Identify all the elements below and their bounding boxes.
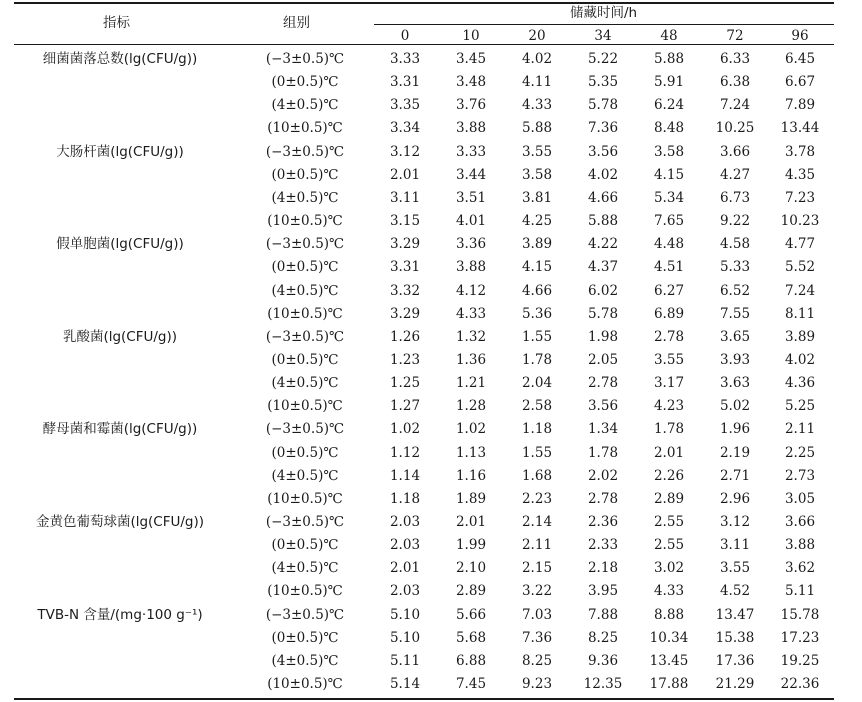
value-cell: 3.88 [455, 120, 487, 137]
value-cell: 10.23 [780, 213, 820, 230]
value-cell: 13.45 [649, 652, 689, 669]
value-cell: 3.45 [455, 51, 487, 67]
value-cell: 2.19 [719, 444, 751, 461]
value-cell: 3.11 [719, 537, 751, 554]
value-cell: 6.24 [653, 97, 685, 114]
value-cell: 3.36 [455, 236, 487, 253]
group-cell: (−3±0.5)℃ [265, 51, 345, 67]
value-cell: 12.35 [583, 676, 623, 693]
time-point-header: 20 [528, 28, 546, 44]
value-cell: 3.81 [521, 189, 553, 206]
value-cell: 3.12 [389, 143, 421, 160]
value-cell: 3.89 [521, 236, 553, 253]
value-cell: 5.36 [521, 305, 553, 322]
group-cell: (0±0.5)℃ [271, 259, 339, 276]
value-cell: 1.02 [455, 421, 487, 438]
table-top-rule [14, 2, 834, 4]
value-cell: 1.78 [521, 351, 553, 368]
value-cell: 2.01 [389, 560, 421, 577]
value-cell: 3.02 [653, 560, 685, 577]
value-cell: 4.27 [719, 166, 751, 183]
time-point-header: 0 [400, 28, 410, 44]
group-cell: (4±0.5)℃ [271, 467, 339, 484]
value-cell: 2.89 [653, 490, 685, 507]
indicator-label: 大肠杆菌(lg(CFU/g)) [56, 143, 184, 160]
value-cell: 2.01 [455, 514, 487, 530]
value-cell: 3.29 [389, 305, 421, 322]
value-cell: 4.35 [784, 166, 816, 183]
value-cell: 1.13 [455, 444, 487, 461]
value-cell: 3.48 [455, 74, 487, 91]
value-cell: 2.25 [784, 444, 816, 461]
value-cell: 4.33 [455, 305, 487, 322]
value-cell: 3.35 [389, 97, 421, 114]
value-cell: 1.68 [521, 467, 553, 484]
value-cell: 3.65 [719, 328, 751, 345]
value-cell: 5.10 [389, 629, 421, 646]
value-cell: 1.99 [455, 537, 487, 554]
value-cell: 2.58 [521, 398, 553, 415]
value-cell: 3.76 [455, 97, 487, 114]
value-cell: 1.14 [389, 467, 421, 484]
value-cell: 1.02 [389, 421, 421, 438]
value-cell: 1.12 [389, 444, 421, 461]
value-cell: 1.16 [455, 467, 487, 484]
value-cell: 5.52 [784, 259, 816, 276]
group-cell: (0±0.5)℃ [271, 74, 339, 91]
value-cell: 8.88 [653, 606, 685, 623]
value-cell: 2.04 [521, 375, 553, 392]
value-cell: 1.28 [455, 398, 487, 415]
value-cell: 5.88 [587, 213, 619, 230]
value-cell: 2.03 [389, 583, 421, 600]
group-cell: (4±0.5)℃ [271, 189, 339, 206]
time-header-underline [374, 24, 834, 25]
value-cell: 21.29 [715, 676, 755, 693]
group-cell: (0±0.5)℃ [271, 166, 339, 183]
value-cell: 6.33 [719, 51, 751, 67]
value-cell: 3.58 [653, 143, 685, 160]
value-cell: 1.27 [389, 398, 421, 415]
value-cell: 4.37 [587, 259, 619, 276]
value-cell: 2.14 [521, 514, 553, 530]
value-cell: 4.12 [455, 282, 487, 299]
value-cell: 6.27 [653, 282, 685, 299]
value-cell: 5.34 [653, 189, 685, 206]
value-cell: 7.55 [719, 305, 751, 322]
group-cell: (4±0.5)℃ [271, 375, 339, 392]
value-cell: 5.10 [389, 606, 421, 623]
value-cell: 4.02 [521, 51, 553, 67]
value-cell: 3.55 [653, 351, 685, 368]
value-cell: 5.91 [653, 74, 685, 91]
value-cell: 2.03 [389, 537, 421, 554]
time-point-header: 96 [791, 28, 809, 44]
value-cell: 3.56 [587, 398, 619, 415]
value-cell: 1.21 [455, 375, 487, 392]
value-cell: 3.33 [455, 143, 487, 160]
value-cell: 3.15 [389, 213, 421, 230]
header-group: 组别 [283, 15, 310, 31]
value-cell: 2.89 [455, 583, 487, 600]
group-cell: (−3±0.5)℃ [265, 143, 345, 160]
value-cell: 3.56 [587, 143, 619, 160]
value-cell: 3.93 [719, 351, 751, 368]
group-cell: (−3±0.5)℃ [265, 328, 345, 345]
value-cell: 2.73 [784, 467, 816, 484]
value-cell: 2.78 [587, 375, 619, 392]
value-cell: 9.22 [719, 213, 751, 230]
value-cell: 4.52 [719, 583, 751, 600]
indicator-label: 酵母菌和霉菌(lg(CFU/g)) [42, 421, 198, 438]
value-cell: 4.02 [784, 351, 816, 368]
value-cell: 13.44 [780, 120, 820, 137]
value-cell: 3.44 [455, 166, 487, 183]
value-cell: 2.78 [653, 328, 685, 345]
value-cell: 1.18 [521, 421, 553, 438]
value-cell: 1.89 [455, 490, 487, 507]
time-point-header: 10 [462, 28, 480, 44]
value-cell: 1.98 [587, 328, 619, 345]
value-cell: 3.31 [389, 259, 421, 276]
value-cell: 3.17 [653, 375, 685, 392]
value-cell: 1.78 [587, 444, 619, 461]
value-cell: 10.25 [715, 120, 755, 137]
value-cell: 3.62 [784, 560, 816, 577]
group-cell: (10±0.5)℃ [267, 676, 343, 693]
value-cell: 2.01 [653, 444, 685, 461]
value-cell: 7.24 [784, 282, 816, 299]
value-cell: 2.11 [521, 537, 553, 554]
value-cell: 3.89 [784, 328, 816, 345]
value-cell: 6.02 [587, 282, 619, 299]
group-cell: (−3±0.5)℃ [265, 236, 345, 253]
value-cell: 17.23 [780, 629, 820, 646]
value-cell: 3.58 [521, 166, 553, 183]
value-cell: 7.36 [521, 629, 553, 646]
value-cell: 3.55 [521, 143, 553, 160]
header-storage-time: 储藏时间/h [570, 5, 638, 21]
value-cell: 1.55 [521, 328, 553, 345]
value-cell: 6.88 [455, 652, 487, 669]
value-cell: 7.23 [784, 189, 816, 206]
group-cell: (0±0.5)℃ [271, 629, 339, 646]
value-cell: 8.48 [653, 120, 685, 137]
value-cell: 5.78 [587, 305, 619, 322]
value-cell: 2.26 [653, 467, 685, 484]
value-cell: 2.18 [587, 560, 619, 577]
group-cell: (−3±0.5)℃ [265, 606, 345, 623]
value-cell: 6.45 [784, 51, 816, 67]
value-cell: 5.11 [784, 583, 816, 600]
value-cell: 4.48 [653, 236, 685, 253]
value-cell: 4.51 [653, 259, 685, 276]
indicator-label: 细菌菌落总数(lg(CFU/g)) [42, 51, 198, 67]
indicator-label: 乳酸菌(lg(CFU/g)) [62, 328, 178, 345]
table-bottom-rule [14, 698, 834, 700]
value-cell: 3.34 [389, 120, 421, 137]
group-cell: (−3±0.5)℃ [265, 514, 345, 530]
group-cell: (10±0.5)℃ [267, 490, 343, 507]
value-cell: 2.96 [719, 490, 751, 507]
group-cell: (10±0.5)℃ [267, 305, 343, 322]
value-cell: 1.36 [455, 351, 487, 368]
value-cell: 6.38 [719, 74, 751, 91]
value-cell: 3.51 [455, 189, 487, 206]
value-cell: 1.32 [455, 328, 487, 345]
group-cell: (4±0.5)℃ [271, 652, 339, 669]
value-cell: 4.11 [521, 74, 553, 91]
value-cell: 4.22 [587, 236, 619, 253]
value-cell: 2.78 [587, 490, 619, 507]
value-cell: 22.36 [780, 676, 820, 693]
value-cell: 7.03 [521, 606, 553, 623]
value-cell: 5.88 [521, 120, 553, 137]
value-cell: 4.15 [653, 166, 685, 183]
value-cell: 1.18 [389, 490, 421, 507]
value-cell: 15.38 [715, 629, 755, 646]
value-cell: 3.11 [389, 189, 421, 206]
value-cell: 2.55 [653, 514, 685, 530]
value-cell: 3.33 [389, 51, 421, 67]
value-cell: 5.11 [389, 652, 421, 669]
group-cell: (10±0.5)℃ [267, 583, 343, 600]
group-cell: (4±0.5)℃ [271, 560, 339, 577]
indicator-label: 假单胞菌(lg(CFU/g)) [56, 236, 184, 253]
value-cell: 5.88 [653, 51, 685, 67]
value-cell: 2.02 [587, 467, 619, 484]
value-cell: 4.25 [521, 213, 553, 230]
value-cell: 3.29 [389, 236, 421, 253]
group-cell: (10±0.5)℃ [267, 398, 343, 415]
value-cell: 5.14 [389, 676, 421, 693]
value-cell: 10.34 [649, 629, 689, 646]
group-cell: (0±0.5)℃ [271, 444, 339, 461]
value-cell: 2.23 [521, 490, 553, 507]
value-cell: 4.66 [521, 282, 553, 299]
value-cell: 1.78 [653, 421, 685, 438]
value-cell: 9.23 [521, 676, 553, 693]
value-cell: 2.01 [389, 166, 421, 183]
value-cell: 1.25 [389, 375, 421, 392]
value-cell: 3.22 [521, 583, 553, 600]
value-cell: 3.12 [719, 514, 751, 530]
value-cell: 4.23 [653, 398, 685, 415]
value-cell: 7.88 [587, 606, 619, 623]
value-cell: 19.25 [780, 652, 820, 669]
time-point-header: 72 [726, 28, 744, 44]
value-cell: 8.11 [784, 305, 816, 322]
indicator-label: 金黄色葡萄球菌(lg(CFU/g)) [35, 514, 205, 530]
value-cell: 6.52 [719, 282, 751, 299]
value-cell: 17.88 [649, 676, 689, 693]
value-cell: 5.02 [719, 398, 751, 415]
value-cell: 4.77 [784, 236, 816, 253]
group-cell: (0±0.5)℃ [271, 351, 339, 368]
value-cell: 2.36 [587, 514, 619, 530]
value-cell: 3.32 [389, 282, 421, 299]
value-cell: 1.23 [389, 351, 421, 368]
group-cell: (10±0.5)℃ [267, 213, 343, 230]
indicator-label: TVB-N 含量/(mg·100 g⁻¹) [37, 606, 203, 623]
value-cell: 5.78 [587, 97, 619, 114]
value-cell: 1.26 [389, 328, 421, 345]
value-cell: 7.24 [719, 97, 751, 114]
value-cell: 4.66 [587, 189, 619, 206]
value-cell: 2.10 [455, 560, 487, 577]
value-cell: 2.05 [587, 351, 619, 368]
value-cell: 3.63 [719, 375, 751, 392]
value-cell: 4.01 [455, 213, 487, 230]
value-cell: 5.33 [719, 259, 751, 276]
value-cell: 1.55 [521, 444, 553, 461]
value-cell: 3.95 [587, 583, 619, 600]
header-indicator: 指标 [103, 15, 130, 31]
value-cell: 3.88 [784, 537, 816, 554]
value-cell: 4.58 [719, 236, 751, 253]
value-cell: 5.68 [455, 629, 487, 646]
value-cell: 17.36 [715, 652, 755, 669]
value-cell: 2.33 [587, 537, 619, 554]
group-cell: (−3±0.5)℃ [265, 421, 345, 438]
value-cell: 3.55 [719, 560, 751, 577]
value-cell: 7.45 [455, 676, 487, 693]
value-cell: 3.78 [784, 143, 816, 160]
value-cell: 6.73 [719, 189, 751, 206]
value-cell: 3.66 [784, 514, 816, 530]
value-cell: 9.36 [587, 652, 619, 669]
value-cell: 15.78 [780, 606, 820, 623]
value-cell: 5.35 [587, 74, 619, 91]
value-cell: 4.15 [521, 259, 553, 276]
group-cell: (4±0.5)℃ [271, 97, 339, 114]
value-cell: 1.96 [719, 421, 751, 438]
value-cell: 8.25 [587, 629, 619, 646]
value-cell: 8.25 [521, 652, 553, 669]
value-cell: 6.67 [784, 74, 816, 91]
value-cell: 4.33 [653, 583, 685, 600]
value-cell: 7.36 [587, 120, 619, 137]
group-cell: (0±0.5)℃ [271, 537, 339, 554]
group-cell: (10±0.5)℃ [267, 120, 343, 137]
value-cell: 2.11 [784, 421, 816, 438]
value-cell: 2.15 [521, 560, 553, 577]
time-point-header: 48 [660, 28, 678, 44]
value-cell: 4.02 [587, 166, 619, 183]
value-cell: 4.33 [521, 97, 553, 114]
value-cell: 2.71 [719, 467, 751, 484]
value-cell: 2.03 [389, 514, 421, 530]
value-cell: 3.31 [389, 74, 421, 91]
value-cell: 5.22 [587, 51, 619, 67]
value-cell: 3.66 [719, 143, 751, 160]
value-cell: 7.65 [653, 213, 685, 230]
value-cell: 4.36 [784, 375, 816, 392]
value-cell: 5.66 [455, 606, 487, 623]
value-cell: 7.89 [784, 97, 816, 114]
value-cell: 3.88 [455, 259, 487, 276]
group-cell: (4±0.5)℃ [271, 282, 339, 299]
value-cell: 1.34 [587, 421, 619, 438]
time-point-header: 34 [594, 28, 612, 44]
value-cell: 6.89 [653, 305, 685, 322]
value-cell: 13.47 [715, 606, 755, 623]
value-cell: 2.55 [653, 537, 685, 554]
value-cell: 5.25 [784, 398, 816, 415]
value-cell: 3.05 [784, 490, 816, 507]
